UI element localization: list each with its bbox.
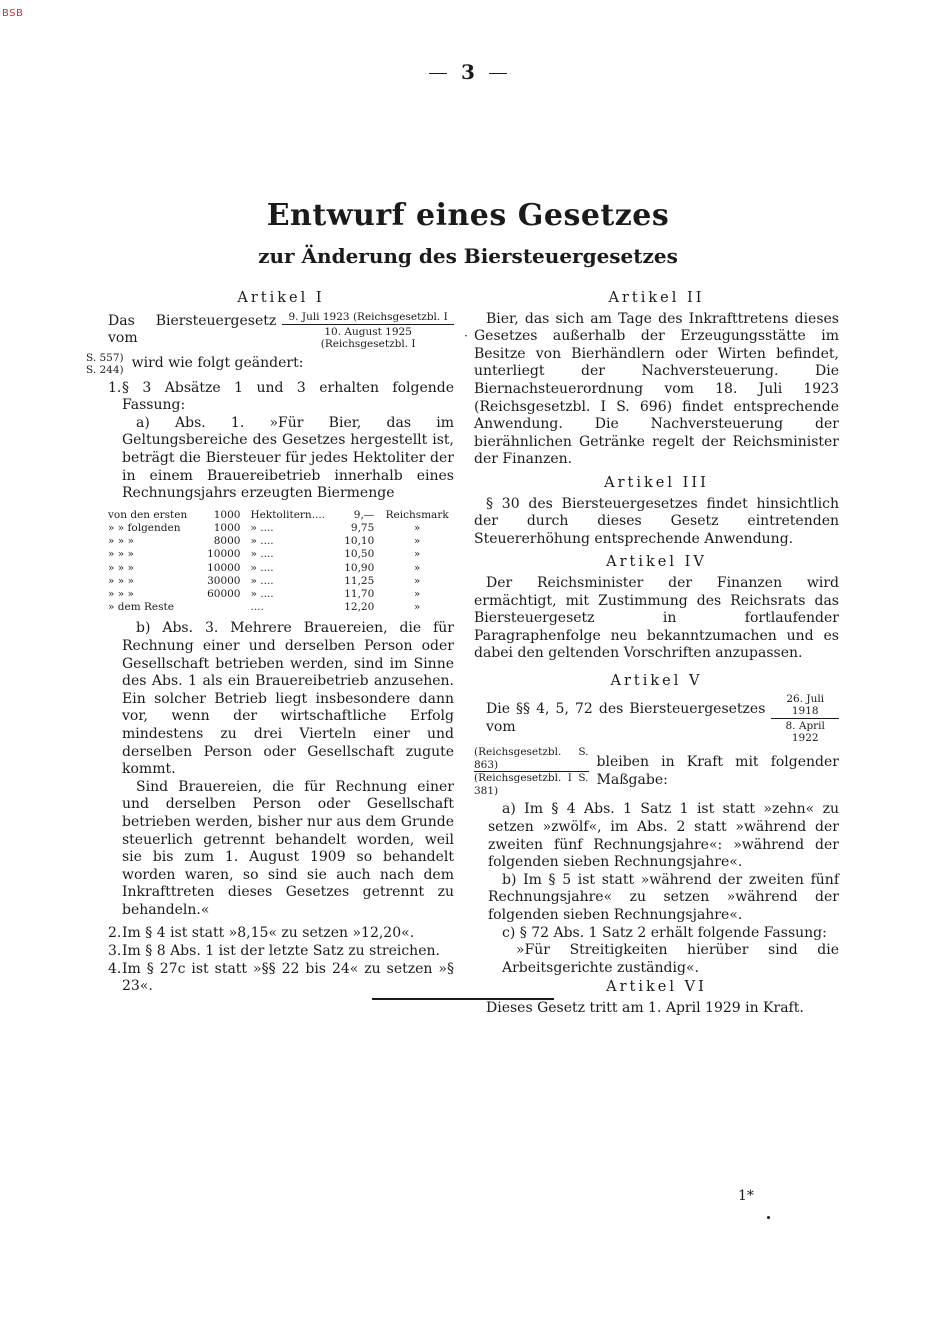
law-date-fraction <box>282 311 454 350</box>
rate-table <box>108 509 454 615</box>
rate-currency: » <box>413 521 421 534</box>
rate-value: 9,75 <box>350 521 375 534</box>
rate-prefix: » » » <box>108 535 134 548</box>
rate-unit: » .... <box>250 574 274 587</box>
rate-quantity: 1000 <box>213 508 241 521</box>
rate-row <box>108 601 454 614</box>
rate-value: 9,— <box>353 508 375 521</box>
rate-value: 10,50 <box>344 548 375 561</box>
item-number: 4. <box>108 960 122 977</box>
rate-quantity: 10000 <box>207 561 241 574</box>
law-intro: Die §§ 4, 5, 72 des Biersteuergesetzes vom <box>486 701 766 735</box>
subsection-c-quote: »Für Streitigkeiten hierüber sind die Arbeitsgerichte zuständig«. <box>502 942 839 976</box>
rate-quantity: 10000 <box>207 548 241 561</box>
rate-quantity: 8000 <box>213 535 241 548</box>
rate-currency: » <box>413 561 421 574</box>
item-text: Im § 8 Abs. 1 ist der letzte Satz zu streichen. <box>122 943 440 960</box>
item-text: Im § 27c ist statt »§§ 22 bis 24« zu setzen »§ 23«. <box>122 960 454 995</box>
article-heading: Artikel II <box>608 290 705 306</box>
rate-value: 10,10 <box>344 535 375 548</box>
amend-intro: bleiben in Kraft mit folgender Maßgabe: <box>596 754 839 788</box>
subsection-a: a) Im § 4 Abs. 1 Satz 1 ist statt »zehn« zu setzen »zwölf«, im Abs. 2 statt »während der zweiten fünf Rechnungsjahre«: »während der folgenden sieben Rechnungsjahre«. <box>488 801 839 871</box>
rate-currency: Reichsmark <box>385 508 449 521</box>
law-date-fraction <box>771 693 839 744</box>
document-subtitle: zur Änderung des Biersteuergesetzes <box>258 244 678 268</box>
subsection-c: c) § 72 Abs. 1 Satz 2 erhält folgende Fassung: <box>502 924 827 941</box>
left-column <box>86 288 454 996</box>
rate-currency: » <box>413 574 421 587</box>
article-heading: Artikel IV <box>606 554 707 571</box>
law-date-1: 9. Juli 1923 (Reichsgesetzbl. I <box>282 311 454 325</box>
rate-unit: Hektolitern.... <box>250 508 326 521</box>
margin-mark: · <box>464 329 468 343</box>
end-rule <box>372 998 554 1000</box>
rate-unit: .... <box>250 601 264 614</box>
item-text: § 3 Absätze 1 und 3 erhalten folgende Fassung: <box>122 379 454 414</box>
rate-value: 12,20 <box>344 601 375 614</box>
law-date-2: 10. August 1925 (Reichsgesetzbl. I <box>320 325 416 350</box>
citation-list <box>86 352 124 376</box>
law-reference <box>108 311 454 350</box>
rate-unit: » .... <box>250 521 274 534</box>
item-number: 1. <box>108 379 122 396</box>
rate-prefix: » » » <box>108 548 134 561</box>
article-heading: Artikel I <box>237 290 325 306</box>
rate-prefix: » » » <box>108 587 134 600</box>
citation-2: (Reichsgesetzbl. I S. 381) <box>474 772 589 797</box>
rate-quantity <box>200 601 246 614</box>
subsection-b: b) Abs. 3. Mehrere Brauereien, die für Rechnung einer und derselben Person oder Gesellschaft betrieben werden, sind im Sinne des Abs. 1 als ein Brauereibetrieb anzusehen. Ein solcher Betrieb liegt insbesondere dann vor, wenn der wirtschaftliche Erfolg mindestens zu drei Vierteln einer und derselben Person oder Gesellschaft zugute kommt. <box>122 620 454 778</box>
law-reference <box>474 693 839 744</box>
article-text: § 30 des Biersteuergesetzes findet hinsichtlich der durch dieses Gesetz eintretenden Steuererhöhung entsprechende Anwendung. <box>474 495 839 547</box>
rate-prefix: » » » <box>108 574 134 587</box>
list-item <box>108 943 454 961</box>
rate-row <box>108 522 454 535</box>
rate-unit: » .... <box>250 535 274 548</box>
citation-list <box>474 746 589 797</box>
article-text: Dieses Gesetz tritt am 1. April 1929 in Kraft. <box>486 1000 804 1016</box>
citation-2: S. 244) <box>86 363 124 376</box>
right-column <box>474 288 839 1018</box>
library-stamp: BSB <box>2 8 24 19</box>
page-number-value: 3 <box>461 60 475 84</box>
law-citations <box>86 352 454 376</box>
article-heading: Artikel V <box>610 672 703 689</box>
law-intro: Das Biersteuergesetz vom <box>108 312 277 347</box>
dash-left <box>429 73 447 74</box>
rate-row <box>108 562 454 575</box>
article-text: Der Reichsminister der Finanzen wird ermächtigt, mit Zustimmung des Reichsrats das Biersteuergesetz in fortlaufender Paragraphenfolge neu bekanntzumachen und es dabei den geltenden Vorschriften anzupassen. <box>474 574 839 662</box>
rate-row <box>108 535 454 548</box>
rate-prefix: » » » <box>108 561 134 574</box>
rate-currency: » <box>413 548 421 561</box>
dash-right <box>489 73 507 74</box>
rate-value: 11,25 <box>344 574 375 587</box>
rate-prefix: von den ersten <box>108 508 188 521</box>
article-text: Bier, das sich am Tage des Inkrafttretens dieses Gesetzes außerhalb der Erzeugungsstätte im Besitze von Bierhändlern oder Wirten befindet, unterliegt der Nachversteuerung. Die Biernachsteuerordnung vom 18. Juli 1923 (Reichsgesetzbl. I S. 696) findet entsprechende Anwendung. Die Nachversteuerung der bierähnlichen Getränke regelt der Reichsminister der Finanzen. <box>474 310 839 468</box>
rate-quantity: 1000 <box>213 521 241 534</box>
law-citations <box>474 746 839 797</box>
ink-dot <box>767 1216 770 1219</box>
rate-unit: » .... <box>250 587 274 600</box>
rate-unit: » .... <box>250 561 274 574</box>
citation-1: (Reichsgesetzbl. S. 863) <box>474 746 589 771</box>
law-date-2: 8. April 1922 <box>785 720 825 745</box>
rate-prefix: » » folgenden <box>108 521 181 534</box>
signature-mark: 1* <box>738 1188 754 1204</box>
rate-row <box>108 588 454 601</box>
item-text: Im § 4 ist statt »8,15« zu setzen »12,20«. <box>122 925 415 942</box>
rate-quantity: 30000 <box>207 574 241 587</box>
subsection-b: b) Im § 5 ist statt »während der zweiten fünf Rechnungsjahre« zu setzen »während der folgenden sieben Rechnungsjahre«. <box>488 871 839 924</box>
rate-unit: » .... <box>250 548 274 561</box>
law-date-1: 26. Juli 1918 <box>771 693 839 719</box>
item-number: 2. <box>108 925 122 942</box>
list-item <box>108 961 454 996</box>
subsection-b-continued: Sind Brauereien, die für Rechnung einer und derselben Person oder Gesellschaft betrieben werden, bisher nur aus dem Grunde steuerlich getrennt behandelt worden, weil sie bis zum 1. August 1909 so behandelt worden waren, so sind sie auch nach dem Inkrafttreten dieses Gesetzes getrennt zu behandeln.« <box>122 778 454 918</box>
item-number: 3. <box>108 943 122 960</box>
rate-row <box>108 575 454 588</box>
article-heading: Artikel VI <box>606 979 707 996</box>
rate-currency: » <box>413 535 421 548</box>
citation-1: S. 557) <box>86 351 124 364</box>
rate-row <box>108 509 454 522</box>
rate-currency: » <box>413 601 421 614</box>
rate-value: 10,90 <box>344 561 375 574</box>
rate-value: 11,70 <box>344 587 375 600</box>
rate-quantity: 60000 <box>207 587 241 600</box>
rate-row <box>108 548 454 561</box>
list-item <box>108 925 454 943</box>
rate-currency: » <box>413 587 421 600</box>
document-title: Entwurf eines Gesetzes <box>266 198 670 233</box>
amend-intro: wird wie folgt geändert: <box>131 354 304 371</box>
subsection-a: a) Abs. 1. »Für Bier, das im Geltungsbereiche des Gesetzes hergestellt ist, beträgt die Biersteuer für jedes Hektoliter der in einem Brauereibetrieb innerhalb eines Rechnungsjahrs erzeugten Biermenge <box>122 414 454 502</box>
rate-prefix: » dem Reste <box>108 601 174 614</box>
article-heading: Artikel III <box>604 474 709 491</box>
list-item <box>108 380 454 415</box>
page-number <box>0 60 936 84</box>
